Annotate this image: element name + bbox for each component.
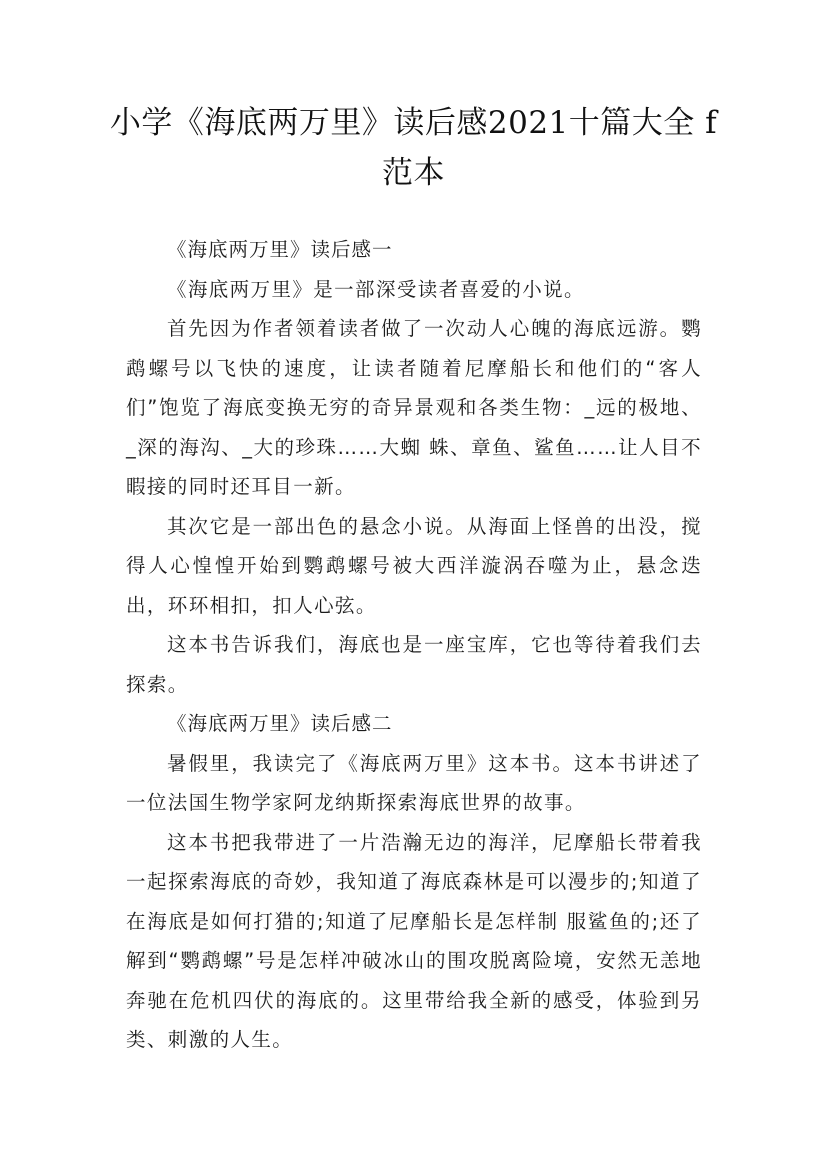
document-title: 小学《海底两万里》读后感2021十篇大全 f 范本 [109, 105, 718, 191]
paragraph: 《海底两万里》是一部深受读者喜爱的小说。 [166, 277, 585, 301]
paragraph: 暑假里，我读完了《海底两万里》这本书。这本书讲述了一位法国生物学家阿龙纳斯探索海底世界的故事。 [126, 751, 702, 814]
section-heading-2: 《海底两万里》读后感二 [166, 712, 393, 735]
document-body [126, 230, 702, 1060]
paragraph: 首先因为作者领着读者做了一次动人心魄的海底远游。鹦鹉螺号以飞快的速度，让读者随着尼摩船长和他们的“客人们”饱览了海底变换无穷的奇异景观和各类生物：_远的极地、_深的海沟、_大的珍珠……大蜘 蛛、章鱼、鲨鱼……让人目不暇接的同时还耳目一新。 [126, 317, 702, 498]
paragraph: 这本书把我带进了一片浩瀚无边的海洋，尼摩船长带着我一起探索海底的奇妙，我知道了海底森林是可以漫步的;知道了在海底是如何打猎的;知道了尼摩船长是怎样制 服鲨鱼的;还了解到“鹦鹉螺”号是怎样冲破冰山的围攻脱离险境，安然无恙地奔驰在危机四伏的海底的。这里带给我全新的感受，体验到另类、刺激的人生。 [126, 830, 702, 1051]
section-heading-1: 《海底两万里》读后感一 [166, 238, 393, 261]
paragraph: 其次它是一部出色的悬念小说。从海面上怪兽的出没，搅得人心惶惶开始到鹦鹉螺号被大西洋漩涡吞噬为止，悬念迭出，环环相扣，扣人心弦。 [126, 514, 702, 617]
paragraph: 这本书告诉我们，海底也是一座宝库，它也等待着我们去探索。 [126, 633, 702, 696]
